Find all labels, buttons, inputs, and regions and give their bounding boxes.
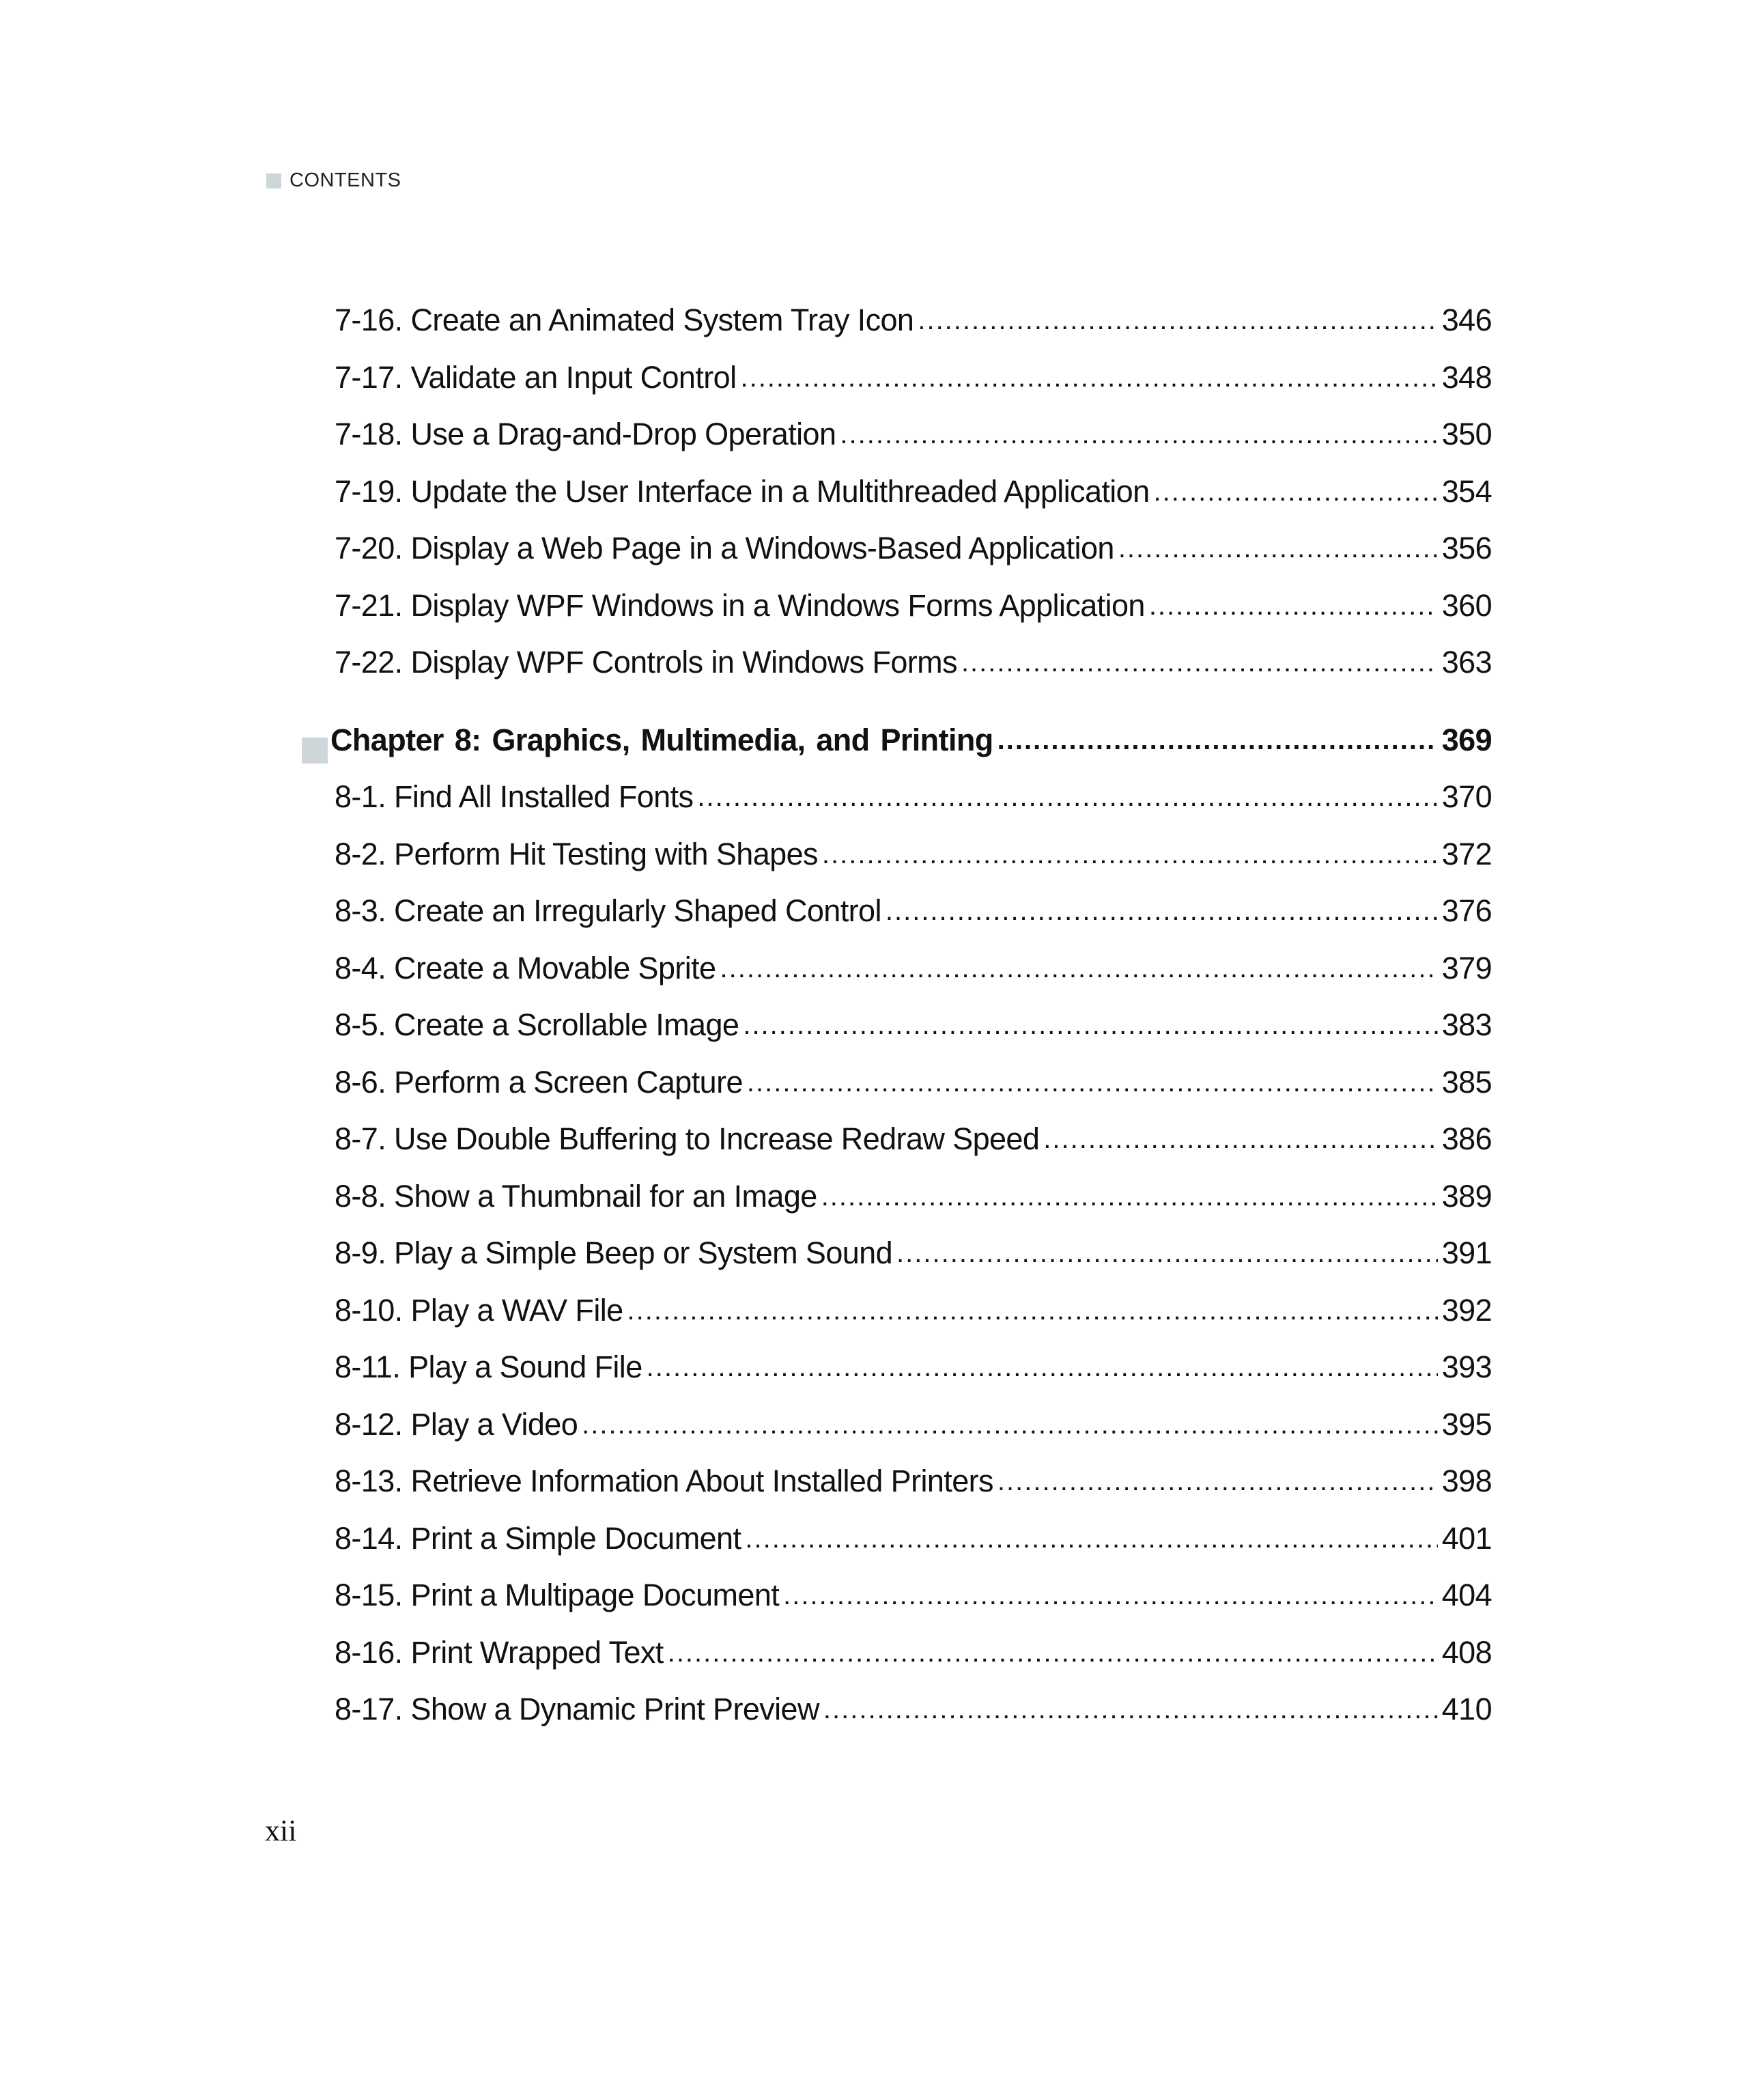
toc-entry-page: 386	[1441, 1121, 1492, 1156]
toc-entry[interactable]	[335, 303, 1492, 360]
toc-entry-title: 8-2. Perform Hit Testing with Shapes	[335, 836, 818, 871]
toc-entry-title: 8-11. Play a Sound File	[335, 1349, 642, 1384]
dot-leader	[821, 1177, 1438, 1213]
dot-leader	[743, 1006, 1437, 1041]
toc-entry-title: 8-8. Show a Thumbnail for an Image	[335, 1178, 817, 1214]
toc-entry-title: 8-4. Create a Movable Sprite	[335, 950, 716, 985]
toc-entry-title: 8-12. Play a Video	[335, 1406, 578, 1442]
dot-leader	[961, 643, 1438, 679]
toc-entry[interactable]	[335, 1635, 1492, 1692]
toc-entry-page: 383	[1441, 1007, 1492, 1042]
toc-entry[interactable]	[335, 360, 1492, 417]
toc-entry[interactable]	[335, 1407, 1492, 1464]
header-label: CONTENTS	[289, 169, 401, 191]
toc-entry-title: 8-6. Perform a Screen Capture	[335, 1064, 743, 1100]
toc-entry[interactable]	[335, 1065, 1492, 1122]
toc-entry-title: 8-14. Print a Simple Document	[335, 1520, 741, 1556]
toc-entry[interactable]	[335, 1121, 1492, 1179]
dot-leader	[1043, 1120, 1437, 1156]
toc-entry-title: 8-17. Show a Dynamic Print Preview	[335, 1692, 819, 1726]
toc-entry-page: 385	[1441, 1064, 1492, 1100]
toc-entry-page: 376	[1441, 893, 1492, 928]
dot-leader	[627, 1291, 1438, 1327]
toc-entry[interactable]	[335, 837, 1492, 894]
dot-leader	[1154, 473, 1438, 508]
toc-entry-page: 410	[1441, 1692, 1492, 1726]
dot-leader	[1149, 587, 1438, 622]
dot-leader	[745, 1520, 1437, 1555]
toc-entry-page: 360	[1441, 587, 1492, 623]
toc-entry[interactable]	[335, 531, 1492, 588]
toc-entry[interactable]	[335, 779, 1492, 837]
toc-entry-title: 8-15. Print a Multipage Document	[335, 1578, 780, 1612]
toc-entry[interactable]	[335, 951, 1492, 1008]
dot-leader	[896, 1234, 1438, 1270]
toc-entry[interactable]	[335, 1464, 1492, 1521]
chapter-heading[interactable]	[302, 723, 1492, 780]
toc-entry-page: 372	[1441, 836, 1492, 871]
running-header	[266, 169, 401, 192]
toc-entry-page: 392	[1441, 1292, 1492, 1328]
toc-entry-page: 354	[1441, 473, 1492, 509]
dot-leader	[697, 778, 1437, 813]
toc-entry[interactable]	[335, 588, 1492, 645]
toc-entry-page: 395	[1441, 1406, 1492, 1442]
dot-leader	[647, 1348, 1438, 1384]
toc-entry-title: 8-3. Create an Irregularly Shaped Control	[335, 893, 881, 928]
dot-leader	[997, 1462, 1438, 1498]
dot-leader	[918, 301, 1437, 337]
page-number: xii	[265, 1814, 297, 1847]
toc-entry-title: 7-20. Display a Web Page in a Windows-Based Application	[335, 531, 1114, 565]
toc-entry-page: 391	[1441, 1235, 1492, 1270]
dot-leader	[823, 1690, 1438, 1726]
toc-entry-page: 393	[1441, 1349, 1492, 1384]
toc-entry-title: 8-13. Retrieve Information About Installed Printers	[335, 1464, 993, 1498]
toc-entry-page: 389	[1441, 1178, 1492, 1214]
toc-entry[interactable]	[335, 474, 1492, 531]
dot-leader	[740, 359, 1437, 394]
chapter-title: Chapter 8: Graphics, Multimedia, and Printing	[330, 722, 993, 757]
toc-entry-page: 370	[1441, 779, 1492, 814]
toc-entry[interactable]	[335, 1692, 1492, 1749]
toc-entry[interactable]	[335, 1578, 1492, 1635]
toc-entry-page: 401	[1441, 1520, 1492, 1556]
toc-entry-title: 7-19. Update the User Interface in a Multithreaded Application	[335, 473, 1150, 509]
toc-entry[interactable]	[335, 1007, 1492, 1065]
toc-entry[interactable]	[335, 893, 1492, 951]
toc-entry-title: 7-17. Validate an Input Control	[335, 359, 737, 395]
toc-entry-page: 350	[1441, 417, 1492, 451]
dot-leader	[747, 1063, 1438, 1099]
dot-leader	[886, 892, 1438, 927]
dot-leader	[720, 949, 1438, 985]
dot-leader	[840, 415, 1437, 451]
toc-entry-title: 7-22. Display WPF Controls in Windows Forms	[335, 645, 957, 680]
toc-entry-title: 7-21. Display WPF Windows in a Windows Forms Application	[335, 587, 1145, 623]
toc-entry[interactable]	[335, 1179, 1492, 1236]
toc-entry-title: 8-7. Use Double Buffering to Increase Redraw Speed	[335, 1121, 1040, 1156]
chapter-page: 369	[1441, 722, 1492, 757]
toc-entry-title: 8-5. Create a Scrollable Image	[335, 1007, 739, 1042]
toc-entry-page: 404	[1441, 1578, 1492, 1612]
toc-entry[interactable]	[335, 1235, 1492, 1293]
toc-entry-page: 379	[1441, 950, 1492, 985]
toc-entry-title: 7-16. Create an Animated System Tray Icon	[335, 303, 914, 337]
toc-entry[interactable]	[335, 1293, 1492, 1350]
toc-entry-page: 398	[1441, 1464, 1492, 1498]
toc-entry-page: 363	[1441, 645, 1492, 680]
toc-entry-title: 8-1. Find All Installed Fonts	[335, 779, 694, 814]
toc-entry-page: 346	[1441, 303, 1492, 337]
toc-entry-title: 7-18. Use a Drag-and-Drop Operation	[335, 417, 836, 451]
header-square-marker	[266, 173, 281, 188]
toc-entry[interactable]	[335, 417, 1492, 474]
dot-leader	[822, 835, 1438, 871]
toc-entry[interactable]	[335, 1349, 1492, 1407]
dot-leader	[783, 1576, 1438, 1612]
toc-entry-page: 356	[1441, 531, 1492, 565]
toc-entry-title: 8-10. Play a WAV File	[335, 1292, 623, 1328]
dot-leader	[582, 1405, 1438, 1441]
table-of-contents	[330, 303, 1492, 1749]
toc-entry-title: 8-16. Print Wrapped Text	[335, 1634, 664, 1670]
dot-leader	[1118, 529, 1438, 565]
toc-entry-title: 8-9. Play a Simple Beep or System Sound	[335, 1235, 893, 1270]
toc-entry[interactable]	[335, 645, 1492, 702]
toc-entry[interactable]	[335, 1521, 1492, 1578]
toc-entry-page: 408	[1441, 1634, 1492, 1670]
chapter-square-marker	[302, 738, 328, 764]
dot-leader	[997, 721, 1438, 757]
toc-entry-page: 348	[1441, 359, 1492, 395]
dot-leader	[668, 1634, 1438, 1669]
